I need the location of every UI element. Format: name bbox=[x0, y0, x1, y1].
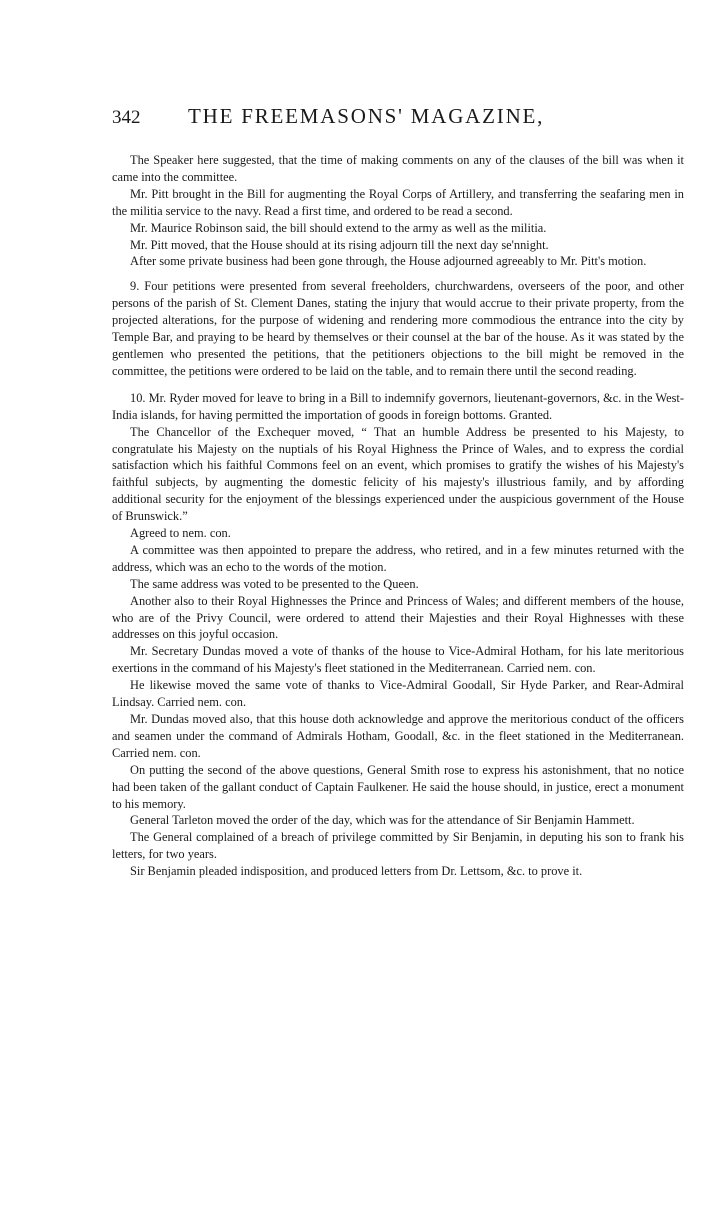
paragraph-adjourn-motion: Mr. Pitt moved, that the House should at its rising adjourn till the next day se'nnight. bbox=[130, 237, 549, 252]
paragraph-queen-address: The same address was voted to be presented to the Queen. bbox=[130, 576, 419, 591]
page-header bbox=[112, 104, 684, 136]
paragraph-artillery-bill: Mr. Pitt brought in the Bill for augmenting the Royal Corps of Artillery, and transferring the seafaring men in the militia service to the navy. Read a first time, and ordered to be read a second. bbox=[112, 186, 684, 218]
paragraph-robinson: Mr. Maurice Robinson said, the bill should extend to the army as well as the militia. bbox=[130, 220, 547, 235]
paragraph-temple-bar-petitions: 9. Four petitions were presented from several freeholders, churchwardens, overseers of the poor, and other persons of the parish of St. Clement Danes, stating the injury that would accrue to their private property, from the projected alterations, for the purpose of widening and rendering more commodious the entrance into the city by Temple Bar, and praying to be heard by themselves or their counsel at the bar of the house. As it was stated by the gentlemen who presented the petitions, that the petitioners objections to the bill might be removed in the committee, the petitions were ordered to be laid on the table, and to remain there until the second reading. bbox=[112, 279, 684, 378]
paragraph-princess-address: Another also to their Royal Highnesses the Prince and Princess of Wales; and different members of the house, who are of the Privy Council, were ordered to attend their Majesties and their Royal Highnesses with these addresses on this joyful occasion. bbox=[112, 593, 684, 642]
paragraph-officers-seamen: Mr. Dundas moved also, that this house doth acknowledge and approve the meritorious conduct of the officers and seamen under the command of Admirals Hotham, Goodall, &c. in the fleet stationed in the Mediterranean. Carried nem. con. bbox=[112, 712, 684, 760]
running-title: THE FREEMASONS' MAGAZINE, bbox=[188, 104, 545, 128]
paragraph-indemnity-bill: 10. Mr. Ryder moved for leave to bring in a Bill to indemnify governors, lieutenant-governors, &c. in the West-India islands, for having permitted the importation of goods in foreign bottoms. Granted. bbox=[112, 390, 684, 422]
page-number: 342 bbox=[112, 107, 141, 128]
paragraph-thanks-hotham: Mr. Secretary Dundas moved a vote of thanks of the house to Vice-Admiral Hotham, for his late meritorious exertions in the command of his Majesty's fleet stationed in the Mediterranean. Carried nem. con. bbox=[112, 644, 684, 676]
paragraph-indisposition: Sir Benjamin pleaded indisposition, and produced letters from Dr. Lettsom, &c. to prove it. bbox=[130, 864, 583, 879]
paragraph-thanks-goodall: He likewise moved the same vote of thanks to Vice-Admiral Goodall, Sir Hyde Parker, and Rear-Admiral Lindsay. Carried nem. con. bbox=[112, 678, 684, 710]
paragraph-privilege: The General complained of a breach of privilege committed by Sir Benjamin, in deputing his son to frank his letters, for two years. bbox=[112, 830, 684, 862]
paragraph-general-smith: On putting the second of the above questions, General Smith rose to express his astonishment, that no notice had been taken of the gallant conduct of Captain Faulkener. He said the house should, in justice, erect a monument to his memory. bbox=[112, 762, 684, 811]
article-body bbox=[112, 152, 684, 880]
paragraph-house-adjourned: After some private business had been gone through, the House adjourned agreeably to Mr. Pitt's motion. bbox=[130, 254, 647, 269]
paragraph-speaker: The Speaker here suggested, that the time of making comments on any of the clauses of the bill was when it came into the committee. bbox=[112, 153, 684, 184]
paragraph-tarleton: General Tarleton moved the order of the day, which was for the attendance of Sir Benjamin Hammett. bbox=[130, 813, 635, 828]
paragraph-address-motion: The Chancellor of the Exchequer moved, “ That an humble Address be presented to his Majesty, to congratulate his Majesty on the nuptials of his Royal Highness the Prince of Wales, and to express the cordial satisfaction which his faithful Commons feel on an event, which promises to gratify the wishes of his Majesty's faithful subjects, by augmenting the domestic felicity of his majesty's illustrious family, and by affording additional security for the enjoyment of the blessings experienced under the auspicious government of the House of Brunswick.” bbox=[112, 424, 684, 524]
paragraph-agreed: Agreed to nem. con. bbox=[130, 526, 231, 541]
paragraph-committee: A committee was then appointed to prepare the address, who retired, and in a few minutes returned with the address, which was an echo to the words of the motion. bbox=[112, 542, 684, 574]
